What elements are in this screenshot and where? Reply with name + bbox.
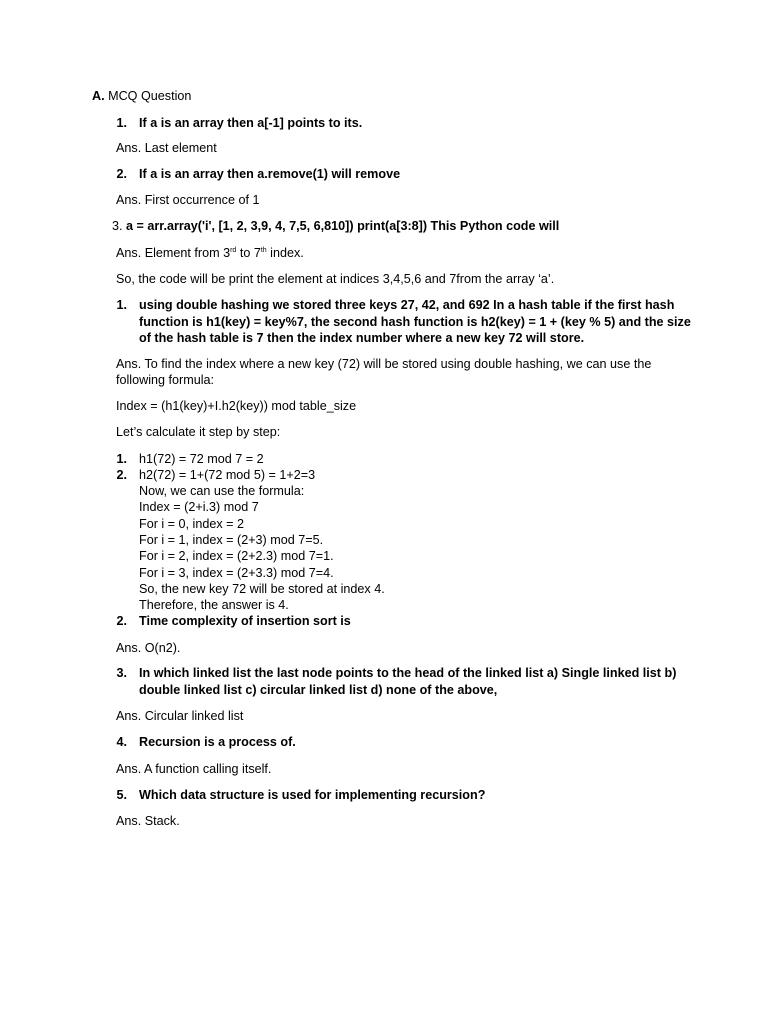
answer-text: Ans. Last element [116,141,217,155]
section-letter: A. [92,89,105,103]
work-line: For i = 0, index = 2 [139,517,245,531]
question-line: In which linked list the last node points to the head of the linked list a) Single linked list b) [139,666,677,680]
work-line: Index = (2+i.3) mod 7 [139,500,259,514]
answer-text: Ans. First occurrence of 1 [116,193,260,207]
question-number: 2. [116,167,127,181]
question-number: 1. [116,116,127,130]
work-line: Now, we can use the formula: [139,484,305,498]
answer-text: Ans. Stack. [116,814,180,828]
question-number: 4. [116,735,127,749]
question-number: 5. [116,788,127,802]
work-line: Therefore, the answer is 4. [139,598,289,612]
section-heading [92,88,191,104]
superscript-th: th [260,247,267,254]
step-intro: Let’s calculate it step by step: [116,425,281,439]
question-line: double linked list c) circular linked list d) none of the above, [139,683,498,697]
question-line: function is h1(key) = key%7, the second hash function is h2(key) = 1 + (key % 5) and the size [139,315,691,329]
question-text: a = arr.array('i', [1, 2, 3,9, 4, 7,5, 6,810]) print(a[3:8]) This Python code will [126,219,560,233]
work-line: For i = 2, index = (2+2.3) mod 7=1. [139,549,334,563]
answer-line: Ans. To find the index where a new key (72) will be stored using double hashing, we can use the [116,357,652,371]
step-text: h1(72) = 72 mod 7 = 2 [139,452,264,466]
answer-text: Ans. O(n2). [116,641,181,655]
answer-mid: to 7 [236,246,261,260]
question-text: If a is an array then a.remove(1) will remove [139,167,401,181]
work-line: For i = 1, index = (2+3) mod 7=5. [139,533,324,547]
step-number: 1. [116,452,127,466]
explanation-text: So, the code will be print the element at indices 3,4,5,6 and 7from the array ‘a’. [116,272,555,286]
answer-prefix: Ans. Element from 3 [116,246,231,260]
answer-line: following formula: [116,373,214,387]
section-title: MCQ Question [108,89,192,103]
question-text: Which data structure is used for implementing recursion? [139,788,486,802]
question-number: 3. [116,666,127,680]
answer-text: Ans. A function calling itself. [116,762,272,776]
work-line: So, the new key 72 will be stored at index 4. [139,582,385,596]
question-number: 1. [116,298,127,312]
step-number: 2. [116,468,127,482]
answer-text [116,245,304,261]
answer-text: Ans. Circular linked list [116,709,244,723]
step-text: h2(72) = 1+(72 mod 5) = 1+2=3 [139,468,316,482]
superscript-rd: rd [230,247,237,254]
answer-suffix: index. [266,246,304,260]
question-line: of the hash table is 7 then the index number where a new key 72 will store. [139,331,585,345]
question-number: 3. [112,219,123,233]
question-line: using double hashing we stored three keys 27, 42, and 692 In a hash table if the first hash [139,298,675,312]
question-text: If a is an array then a[-1] points to its. [139,116,363,130]
formula-text: Index = (h1(key)+I.h2(key)) mod table_size [116,399,357,413]
question-number: 2. [116,614,127,628]
work-line: For i = 3, index = (2+3.3) mod 7=4. [139,566,334,580]
question-text: Recursion is a process of. [139,735,296,749]
question-text: Time complexity of insertion sort is [139,614,351,628]
